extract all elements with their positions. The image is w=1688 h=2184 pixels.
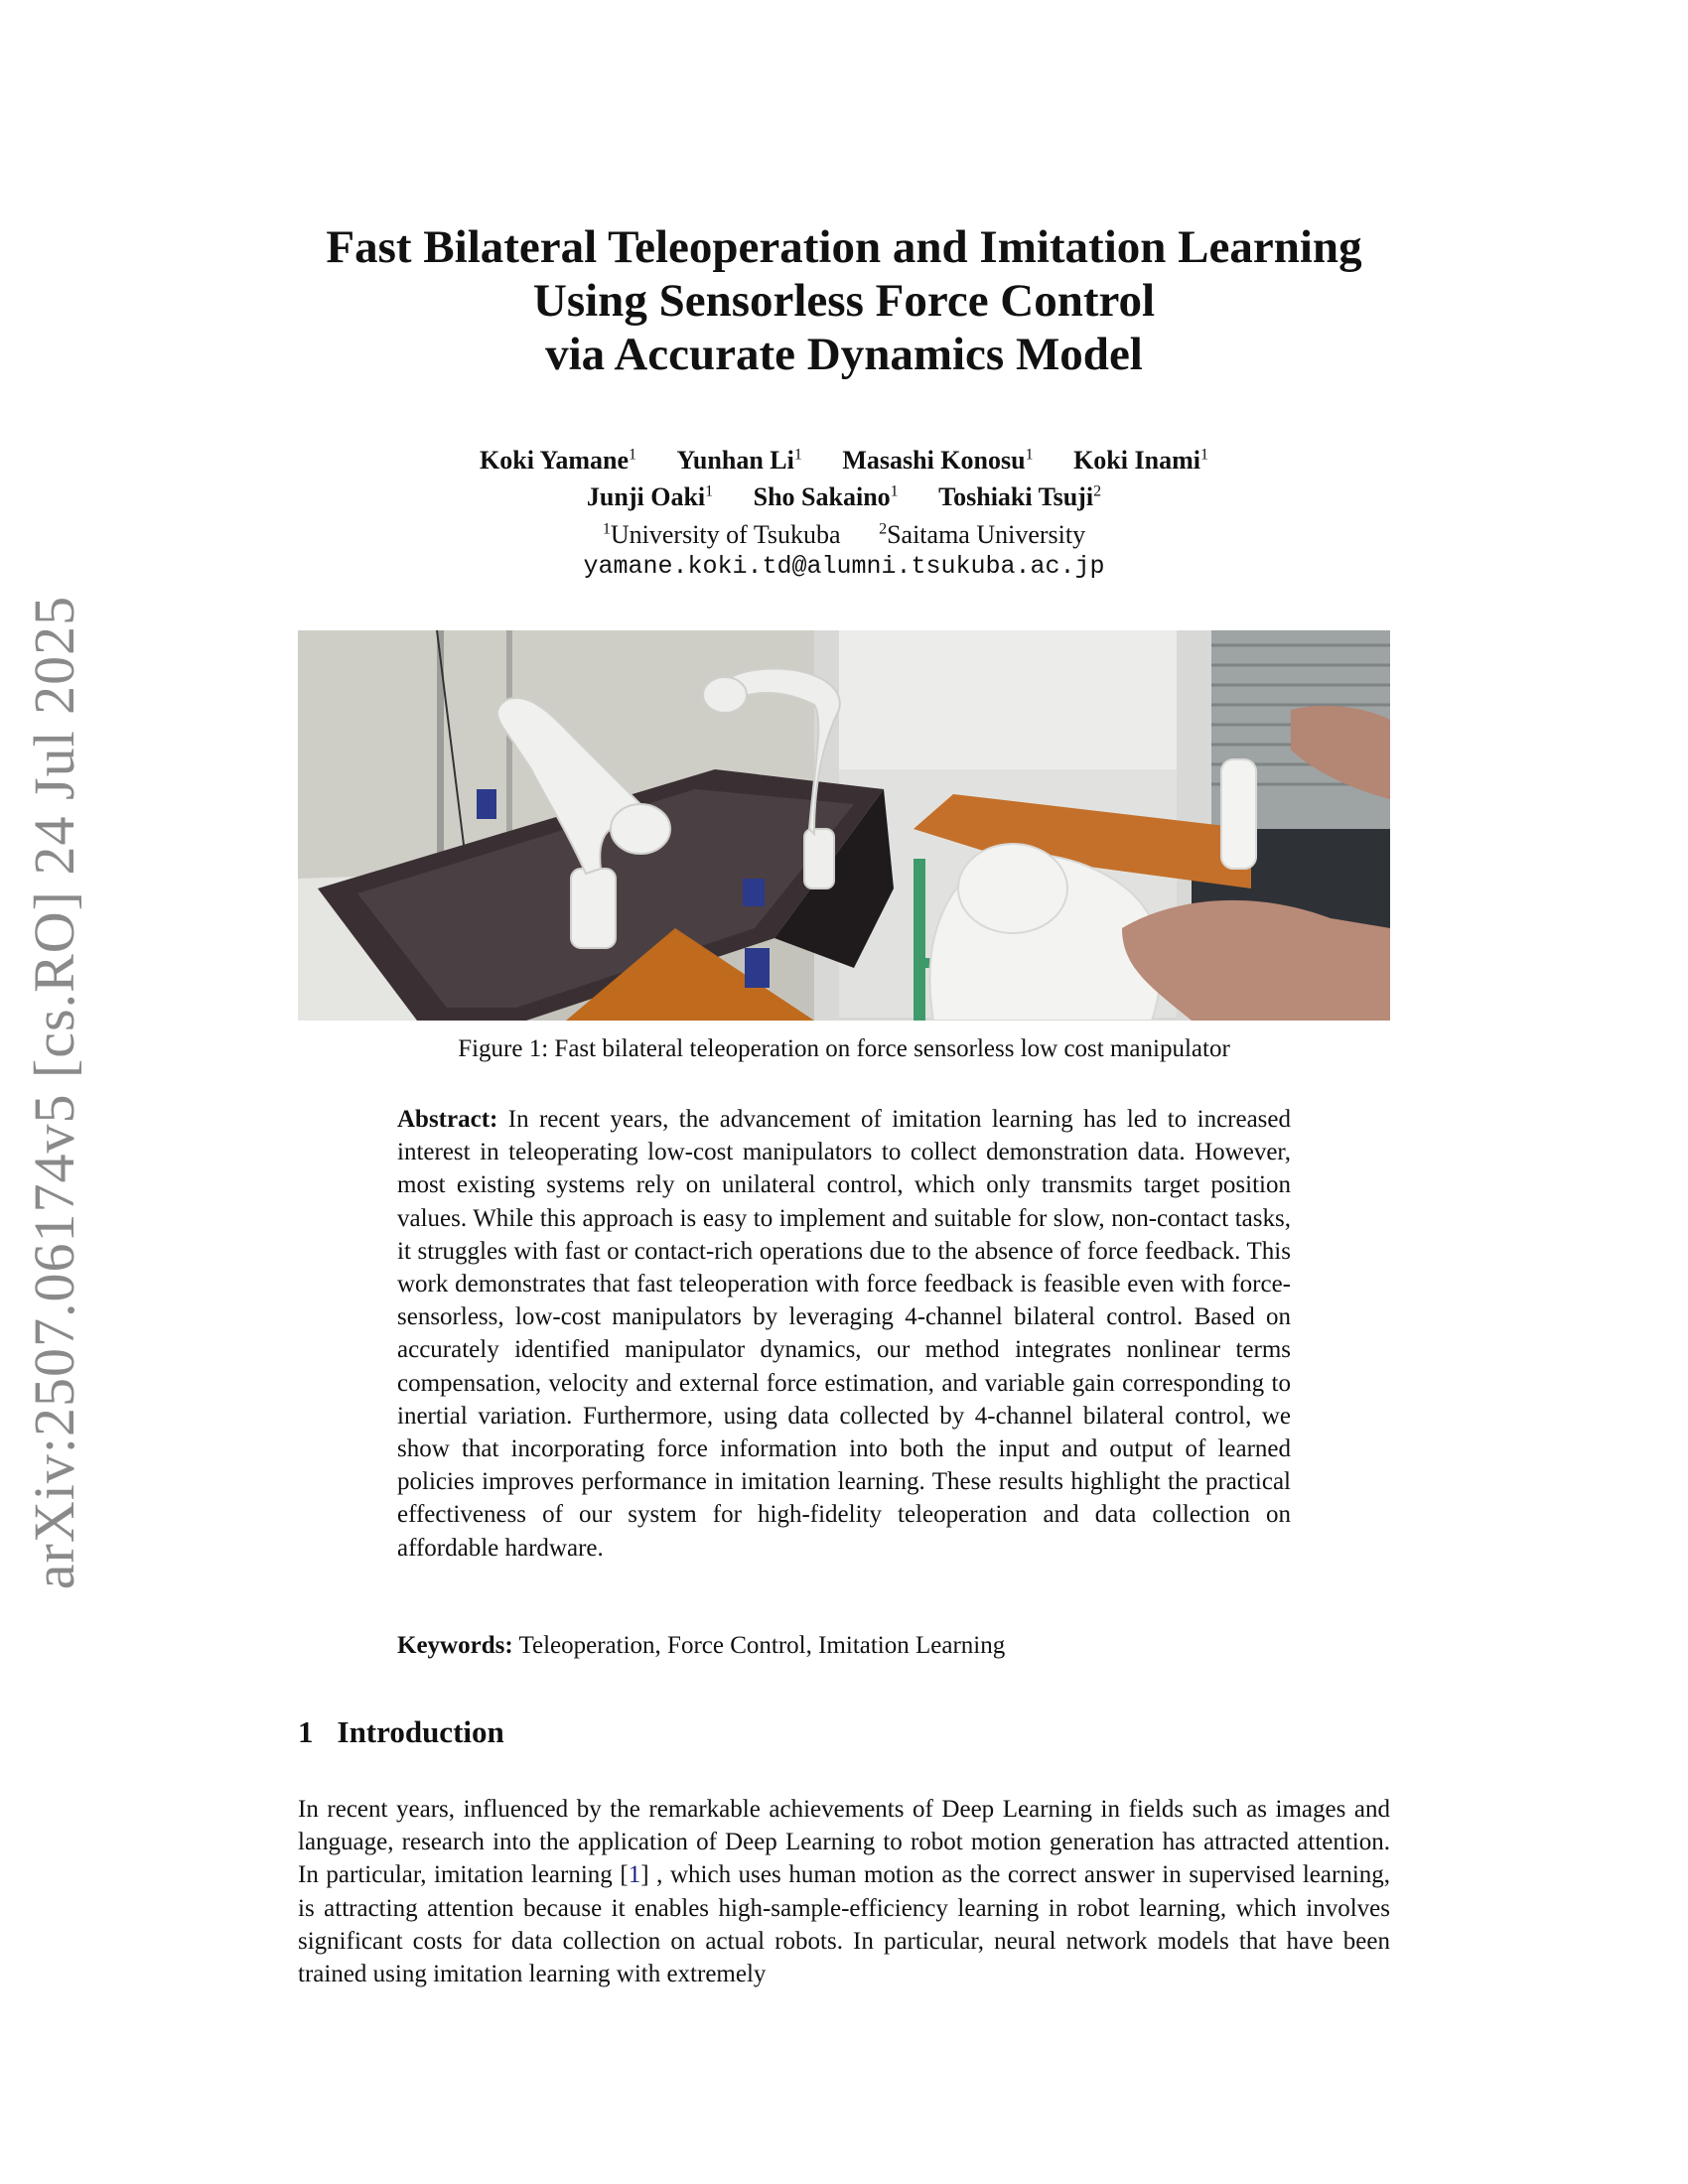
intro-text: In recent years, influenced by the remarkable achievements of Deep Learning in fields such as images and language, research into the application of Deep Learning to robot motion generation has attracted attention. In particular, imitation learning [ [298,1796,1390,1889]
paper-title [248,220,1440,381]
keywords-label: Keywords: [397,1632,513,1659]
author: Junji Oaki$^1$ [586,482,714,512]
abstract-text: In recent years, the advancement of imitation learning has led to increased interest in teleoperating low-cost manipulators to collect demonstration data. However, most existing systems rely on unilateral control, which only transmits target position values. While this approach is easy to implement and suitable for slow, non-contact tasks, it struggles with fast or contact-rich operations due to the absence of force feedback. This work demonstrates that fast teleoperation with force feedback is feasible even with force-sensorless, low-cost manipulators by leveraging 4-channel bilateral control. Based on accurately identified manipulator dynamics, our method integrates nonlinear terms compensation, velocity and external force estimation, and variable gain corresponding to inertial variation. Furthermore, using data collected by 4-channel bilateral control, we show that incorporating force information into both the input and output of learned policies improves performance in imitation learning. These results highlight the practical effectiveness of our system for high-fidelity teleoperation and data collection on affordable hardware. [397,1106,1292,1562]
introduction-paragraph [298,1793,1390,1990]
author: Toshiaki Tsuji$^2$ [938,482,1102,512]
robot-teleoperation-photo [298,630,1390,1021]
affiliation: $^1$University of Tsukuba [602,519,841,549]
abstract-label: Abstract: [397,1106,498,1133]
figure-1-photo [298,630,1390,1021]
affiliations [298,513,1390,551]
affiliation: $^2$Saitama University [879,519,1086,549]
title-line: Using Sensorless Force Control [532,275,1156,327]
author-block [298,439,1390,583]
contact-email: yamane.koki.td@alumni.tsukuba.ac.jp [583,551,1105,581]
figure-caption: Figure 1: Fast bilateral teleoperation on force sensorless low cost manipulator [458,1035,1230,1062]
citation-link[interactable]: 1 [628,1861,641,1889]
author: Koki Yamane$^1$ [480,445,637,475]
author: Sho Sakaino$^1$ [753,482,899,512]
section-number: 1 [298,1714,314,1749]
title-line: via Accurate Dynamics Model [545,329,1143,380]
arxiv-identifier: arXiv:2507.06174v5 [cs.RO] 24 Jul 2025 [22,595,87,1589]
author: Koki Inami$^1$ [1073,445,1208,475]
author: Yunhan Li$^1$ [676,445,802,475]
author-line-1 [298,439,1390,477]
abstract [397,1103,1291,1565]
section-title: Introduction [337,1714,504,1749]
author-line-2 [298,477,1390,514]
section-heading-introduction [298,1714,504,1750]
author: Masashi Konosu$^1$ [842,445,1034,475]
arxiv-stamp [20,595,89,1589]
keywords [397,1632,1291,1660]
keywords-text: Teleoperation, Force Control, Imitation Learning [518,1632,1006,1659]
title-line: Fast Bilateral Teleoperation and Imitation Learning [326,221,1362,273]
intro-text-continued: ] , which uses human motion as the correct answer in supervised learning, is attracting attention because it enables high-sample-efficiency learning in robot learning, which involves significant costs for data collection on actual robots. In particular, neural network models that have been trained using imitation learning with extremely [298,1861,1391,1988]
